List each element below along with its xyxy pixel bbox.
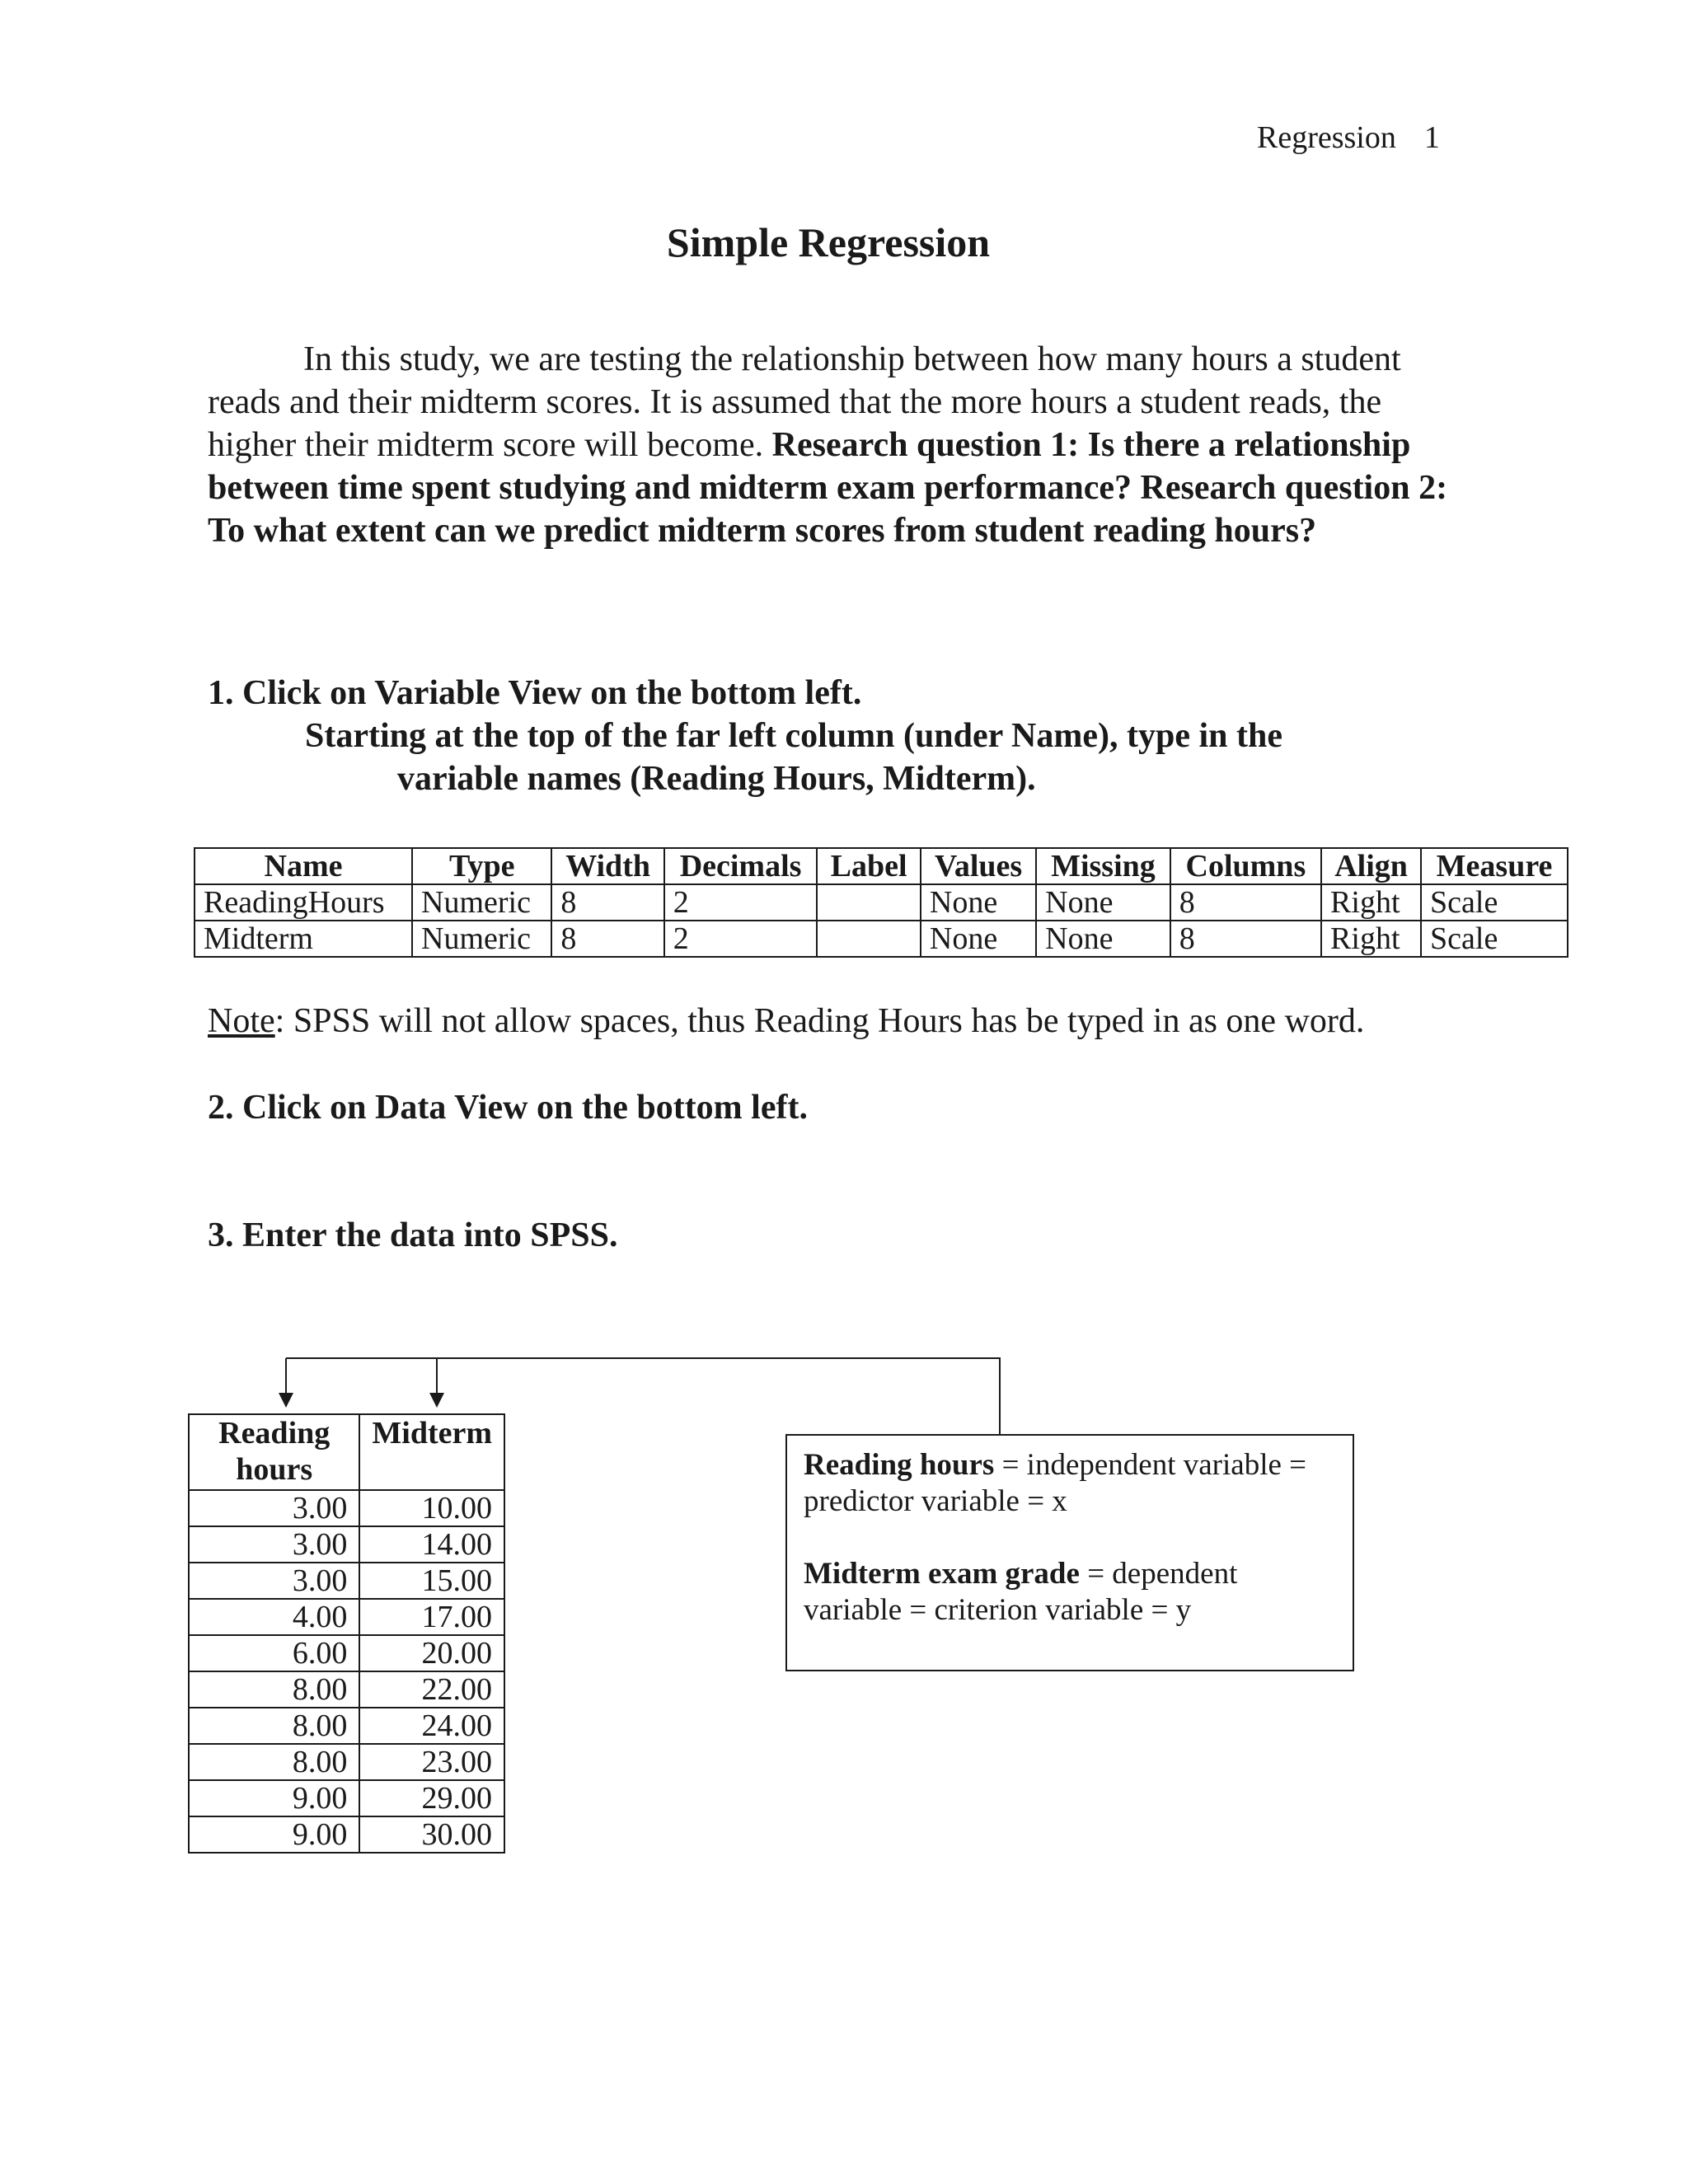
table-row [189, 1490, 504, 1526]
col-header-missing: Missing [1036, 848, 1170, 884]
col-header-type: Type [412, 848, 551, 884]
variable-definitions-box [785, 1434, 1354, 1671]
independent-variable-definition [804, 1447, 1336, 1520]
arrow-down-icon [429, 1393, 444, 1408]
table-row [189, 1671, 504, 1708]
table-cell: 8 [1170, 921, 1321, 957]
table-cell: None [921, 921, 1036, 957]
table-cell: None [1036, 884, 1170, 921]
table-cell: 3.00 [189, 1490, 359, 1526]
table-cell: 9.00 [189, 1816, 359, 1853]
table-cell: 8 [1170, 884, 1321, 921]
col-header-width: Width [551, 848, 663, 884]
table-cell: 8.00 [189, 1744, 359, 1780]
table-cell: 2 [664, 921, 818, 957]
col-header-reading-hours: Reading hours [189, 1414, 359, 1490]
table-cell: 17.00 [359, 1599, 504, 1635]
table-cell: 6.00 [189, 1635, 359, 1671]
step-1-line-2: Starting at the top of the far left column (under Name), type in the [305, 717, 1282, 755]
step-2: 2. Click on Data View on the bottom left. [208, 1089, 808, 1127]
table-cell: 8.00 [189, 1671, 359, 1708]
dv-term: Midterm exam grade [804, 1557, 1080, 1591]
note-text: : SPSS will not allow spaces, thus Reading Hours has be typed in as one word. [274, 1002, 1365, 1040]
table-cell: 14.00 [359, 1526, 504, 1563]
table-cell: None [921, 884, 1036, 921]
table-cell: 29.00 [359, 1780, 504, 1816]
page-title: Simple Regression [666, 219, 991, 265]
table-cell: 30.00 [359, 1816, 504, 1853]
table-cell: 23.00 [359, 1744, 504, 1780]
table-row [189, 1635, 504, 1671]
table-cell: 2 [664, 884, 818, 921]
table-cell: Numeric [412, 884, 551, 921]
intro-text: In this study, we are testing the relationship between how many hours a student reads and their midterm scores. It is assumed that the more hours a student reads, the higher their midterm score will become. [208, 340, 1401, 464]
col-header-label: Label [817, 848, 921, 884]
col-header-name: Name [195, 848, 412, 884]
col-header-values: Values [921, 848, 1036, 884]
running-head: Regression [1257, 120, 1396, 155]
iv-term: Reading hours [804, 1448, 995, 1482]
dependent-variable-definition [804, 1556, 1336, 1629]
table-cell: Right [1321, 921, 1421, 957]
table-cell: 8 [551, 884, 663, 921]
table-cell: 3.00 [189, 1563, 359, 1599]
table-cell: Right [1321, 884, 1421, 921]
data-view-table [188, 1413, 505, 1854]
table-row [189, 1780, 504, 1816]
table-cell: Scale [1421, 884, 1568, 921]
table-header-row [189, 1414, 504, 1490]
step-3: 3. Enter the data into SPSS. [208, 1216, 618, 1254]
dv-description: = dependent variable = criterion variable = y [804, 1557, 1238, 1627]
table-cell: 8.00 [189, 1708, 359, 1744]
table-cell: 9.00 [189, 1780, 359, 1816]
table-cell: 8 [551, 921, 663, 957]
table-row [189, 1563, 504, 1599]
note-label: Note [208, 1002, 275, 1040]
table-row [189, 1599, 504, 1635]
table-cell: Numeric [412, 921, 551, 957]
table-cell: None [1036, 921, 1170, 957]
table-cell: 3.00 [189, 1526, 359, 1563]
col-header-align: Align [1321, 848, 1421, 884]
table-cell: 10.00 [359, 1490, 504, 1526]
table-cell: 22.00 [359, 1671, 504, 1708]
step-1-line-1: 1. Click on Variable View on the bottom left. [208, 674, 862, 712]
table-cell: 4.00 [189, 1599, 359, 1635]
page-number: 1 [1423, 120, 1440, 155]
step-1-line-3: variable names (Reading Hours, Midterm). [397, 760, 1036, 798]
col-header-decimals: Decimals [664, 848, 818, 884]
table-row [189, 1744, 504, 1780]
table-row [189, 1708, 504, 1744]
table-cell: Midterm [195, 921, 412, 957]
table-row [189, 1526, 504, 1563]
table-cell: 15.00 [359, 1563, 504, 1599]
col-header-midterm: Midterm [359, 1414, 504, 1490]
table-cell: 20.00 [359, 1635, 504, 1671]
table-cell: Scale [1421, 921, 1568, 957]
iv-description: = independent variable = predictor variable = x [804, 1448, 1307, 1518]
col-header-columns: Columns [1170, 848, 1321, 884]
table-cell: 24.00 [359, 1708, 504, 1744]
arrow-down-icon [279, 1393, 293, 1408]
col-header-measure: Measure [1421, 848, 1568, 884]
table-row [189, 1816, 504, 1853]
research-questions: Research question 1: Is there a relationship between time spent studying and midterm exam performance? Research question 2: To what extent can we predict midterm scores from student reading hours? [208, 426, 1448, 550]
table-cell: ReadingHours [195, 884, 412, 921]
